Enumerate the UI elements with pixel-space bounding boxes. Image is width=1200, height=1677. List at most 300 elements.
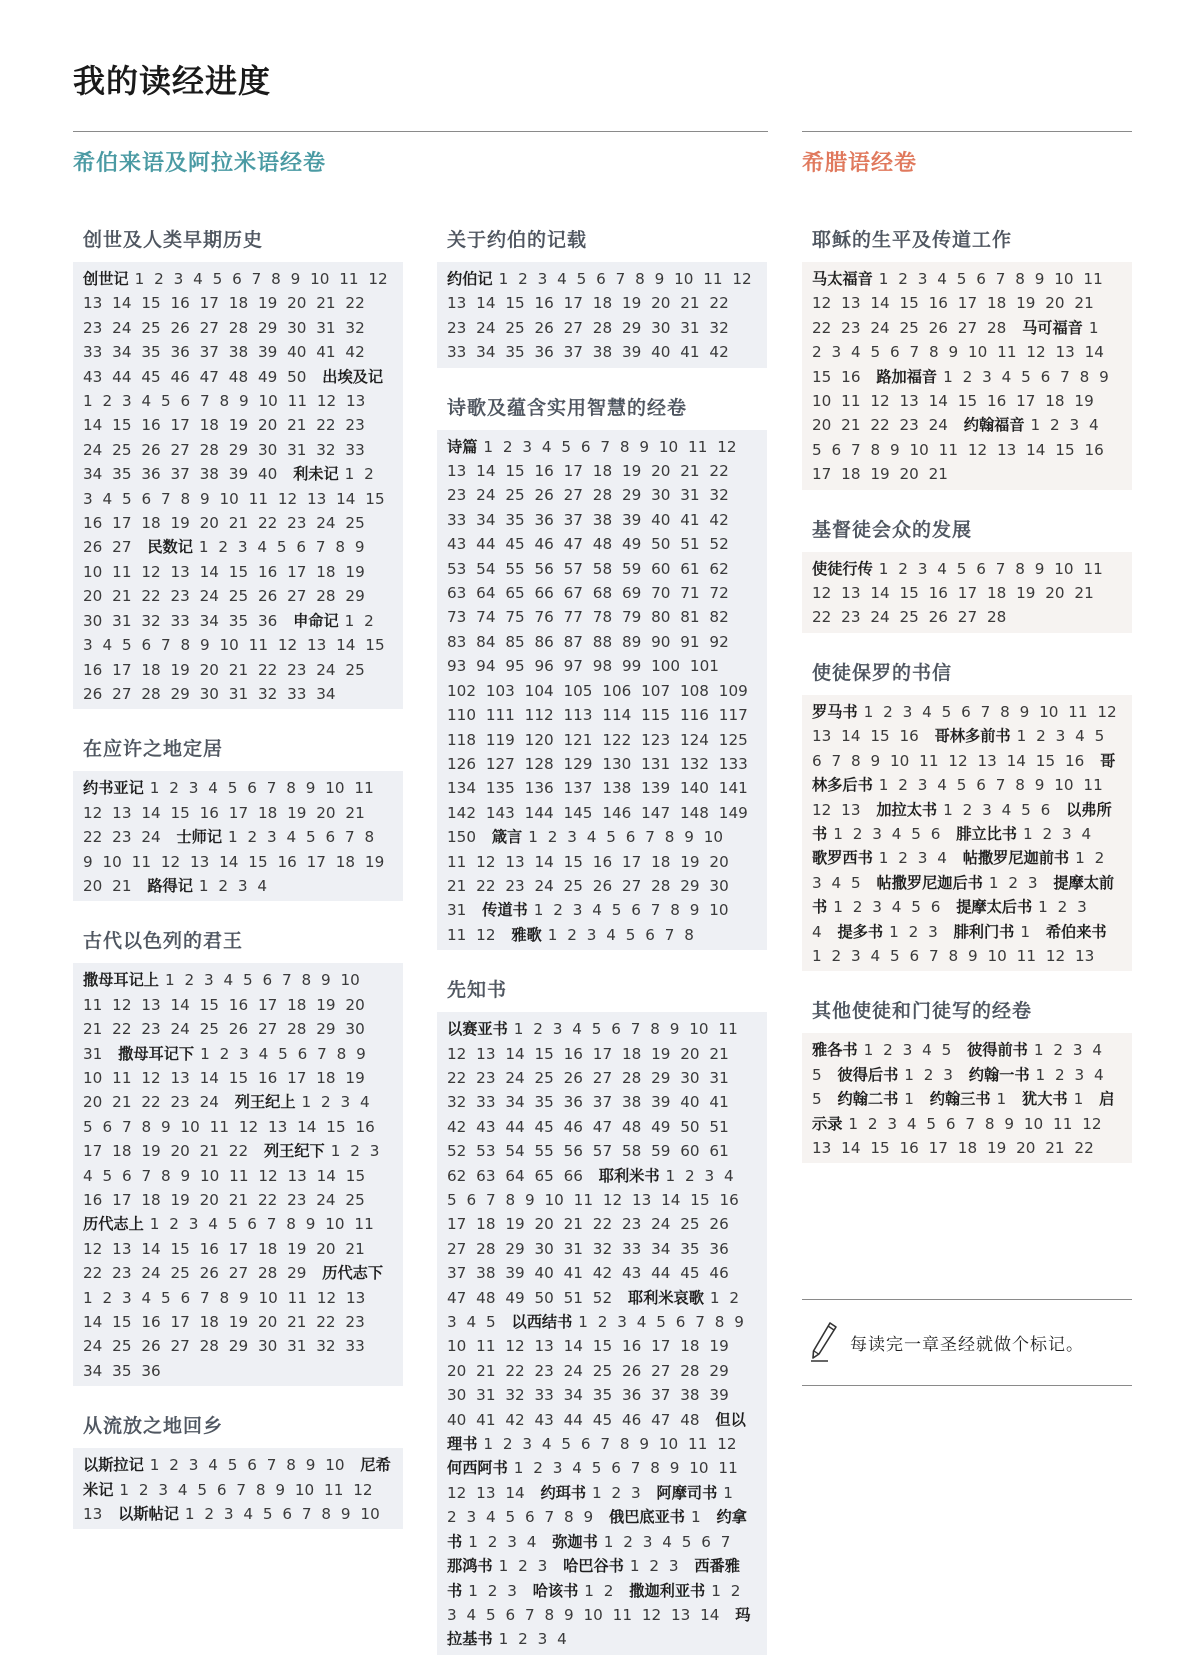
chapter-number[interactable]: 8 <box>321 1505 332 1524</box>
chapter-number[interactable]: 47 <box>651 1410 671 1429</box>
chapter-number[interactable]: 4 <box>1001 367 1012 386</box>
chapter-number[interactable]: 137 <box>563 779 593 798</box>
chapter-number[interactable]: 20 <box>287 294 307 313</box>
chapter-number[interactable]: 4 <box>812 922 822 941</box>
chapter-number[interactable]: 5 <box>941 702 952 721</box>
chapter-number[interactable]: 46 <box>170 367 190 386</box>
chapter-number[interactable]: 13 <box>812 1138 832 1157</box>
chapter-number[interactable]: 5 <box>606 828 616 847</box>
chapter-number[interactable]: 30 <box>199 684 219 703</box>
chapter-number[interactable]: 2 <box>350 1142 360 1161</box>
chapter-number[interactable]: 23 <box>287 514 307 533</box>
chapter-number[interactable]: 31 <box>680 486 700 505</box>
chapter-number[interactable]: 8 <box>664 828 675 847</box>
chapter-number[interactable]: 10 <box>200 1166 220 1185</box>
chapter-number[interactable]: 31 <box>447 901 467 920</box>
chapter-number[interactable]: 53 <box>447 559 467 578</box>
chapter-number[interactable]: 30 <box>651 318 671 337</box>
chapter-number[interactable]: 12 <box>812 294 832 313</box>
chapter-number[interactable]: 5 <box>276 538 287 557</box>
chapter-number[interactable]: 10 <box>325 1215 345 1234</box>
chapter-number[interactable]: 5 <box>812 440 822 459</box>
chapter-number[interactable]: 16 <box>928 584 948 603</box>
chapter-number[interactable]: 28 <box>476 1239 496 1258</box>
chapter-number[interactable]: 20 <box>83 587 103 606</box>
chapter-number[interactable]: 18 <box>1045 392 1065 411</box>
chapter-number[interactable]: 1 <box>878 776 889 795</box>
chapter-number[interactable]: 14 <box>336 489 356 508</box>
chapter-number[interactable]: 23 <box>505 876 525 895</box>
chapter-number[interactable]: 5 <box>227 779 238 798</box>
chapter-number[interactable]: 12 <box>602 1191 623 1209</box>
chapter-number[interactable]: 11 <box>324 1480 344 1499</box>
chapter-number[interactable]: 51 <box>709 1117 729 1136</box>
chapter-number[interactable]: 33 <box>447 510 467 529</box>
chapter-number[interactable]: 4 <box>208 1215 218 1234</box>
chapter-number[interactable]: 24 <box>870 318 890 337</box>
chapter-number[interactable]: 21 <box>199 1142 219 1161</box>
chapter-number[interactable]: 2 <box>898 270 908 288</box>
chapter-number[interactable]: 73 <box>447 608 467 627</box>
chapter-number[interactable]: 12 <box>258 1166 278 1185</box>
chapter-number[interactable]: 12 <box>476 852 496 871</box>
chapter-number[interactable]: 22 <box>1074 1138 1094 1157</box>
chapter-number[interactable]: 41 <box>476 1410 496 1429</box>
chapter-number[interactable]: 15 <box>326 1117 346 1136</box>
chapter-number[interactable]: 30 <box>447 1386 467 1405</box>
chapter-number[interactable]: 7 <box>200 392 210 411</box>
chapter-number[interactable]: 13 <box>977 751 997 770</box>
chapter-number[interactable]: 8 <box>335 538 346 557</box>
chapter-number[interactable]: 35 <box>112 1361 132 1380</box>
chapter-number[interactable]: 2 <box>923 1065 934 1084</box>
chapter-number[interactable]: 106 <box>602 681 632 700</box>
chapter-number[interactable]: 8 <box>219 392 230 411</box>
chapter-number[interactable]: 26 <box>563 1068 583 1087</box>
chapter-number[interactable]: 28 <box>680 1361 700 1380</box>
chapter-number[interactable]: 17 <box>447 1215 467 1234</box>
chapter-number[interactable]: 133 <box>718 754 748 773</box>
chapter-number[interactable]: 12 <box>447 1044 467 1063</box>
chapter-number[interactable]: 3 <box>1072 1041 1083 1060</box>
chapter-number[interactable]: 36 <box>534 510 554 529</box>
chapter-number[interactable]: 1 <box>184 1505 195 1524</box>
chapter-number[interactable]: 3 <box>188 1456 199 1475</box>
chapter-number[interactable]: 15 <box>563 852 583 871</box>
chapter-number[interactable]: 20 <box>447 1361 467 1380</box>
chapter-number[interactable]: 10 <box>689 1459 709 1478</box>
chapter-number[interactable]: 4 <box>636 1313 647 1332</box>
chapter-number[interactable]: 6 <box>645 925 655 944</box>
chapter-number[interactable]: 141 <box>718 779 748 798</box>
chapter-number[interactable]: 1 <box>483 437 494 456</box>
chapter-number[interactable]: 7 <box>544 1508 555 1527</box>
chapter-number[interactable]: 2 <box>898 559 908 578</box>
chapter-number[interactable]: 24 <box>141 828 161 847</box>
chapter-number[interactable]: 2 <box>685 1166 695 1185</box>
chapter-number[interactable]: 9 <box>275 1480 286 1499</box>
chapter-number[interactable]: 4 <box>592 901 602 920</box>
chapter-number[interactable]: 4 <box>360 1093 370 1112</box>
chapter-number[interactable]: 13 <box>631 1191 652 1209</box>
chapter-number[interactable]: 15 <box>228 562 249 581</box>
chapter-number[interactable]: 38 <box>476 1264 496 1283</box>
chapter-number[interactable]: 4 <box>193 270 203 288</box>
chapter-number[interactable]: 30 <box>709 876 729 895</box>
chapter-number[interactable]: 21 <box>563 1215 583 1234</box>
chapter-number[interactable]: 33 <box>170 611 190 630</box>
chapter-number[interactable]: 21 <box>228 514 249 533</box>
chapter-number[interactable]: 4 <box>1075 727 1085 746</box>
chapter-number[interactable]: 38 <box>228 343 249 362</box>
chapter-number[interactable]: 25 <box>680 1215 700 1234</box>
chapter-number[interactable]: 30 <box>257 440 278 459</box>
chapter-number[interactable]: 9 <box>305 1456 316 1475</box>
chapter-number[interactable]: 3 <box>631 1483 641 1502</box>
chapter-number[interactable]: 22 <box>447 1068 467 1087</box>
chapter-number[interactable]: 11 <box>1083 776 1103 795</box>
chapter-number[interactable]: 5 <box>306 828 316 847</box>
chapter-number[interactable]: 17 <box>563 462 583 481</box>
chapter-number[interactable]: 27 <box>563 318 583 337</box>
chapter-number[interactable]: 11 <box>718 1020 738 1039</box>
chapter-number[interactable]: 22 <box>257 1191 278 1209</box>
chapter-number[interactable]: 46 <box>534 535 554 554</box>
chapter-number[interactable]: 44 <box>112 367 132 386</box>
chapter-number[interactable]: 3 <box>642 1532 653 1551</box>
chapter-number[interactable]: 35 <box>112 465 132 484</box>
chapter-number[interactable]: 46 <box>621 1410 642 1429</box>
chapter-number[interactable]: 17 <box>112 514 132 533</box>
chapter-number[interactable]: 17 <box>170 1313 190 1332</box>
chapter-number[interactable]: 8 <box>714 1313 725 1332</box>
chapter-number[interactable]: 14 <box>505 1483 525 1502</box>
chapter-number[interactable]: 87 <box>563 632 583 651</box>
chapter-number[interactable]: 14 <box>841 1138 861 1157</box>
chapter-number[interactable]: 55 <box>505 559 525 578</box>
chapter-number[interactable]: 5 <box>486 1605 496 1624</box>
chapter-number[interactable]: 21 <box>345 803 365 822</box>
chapter-number[interactable]: 12 <box>505 1337 525 1356</box>
chapter-number[interactable]: 39 <box>651 1093 671 1112</box>
chapter-number[interactable]: 35 <box>534 1093 554 1112</box>
chapter-number[interactable]: 5 <box>122 489 132 508</box>
chapter-number[interactable]: 29 <box>621 318 642 337</box>
chapter-number[interactable]: 3 <box>1069 416 1080 435</box>
chapter-number[interactable]: 108 <box>679 681 709 700</box>
chapter-number[interactable]: 99 <box>621 657 642 676</box>
chapter-number[interactable]: 24 <box>534 876 554 895</box>
chapter-number[interactable]: 3 <box>83 636 93 655</box>
chapter-number[interactable]: 4 <box>906 1114 917 1133</box>
chapter-number[interactable]: 5 <box>926 1114 937 1133</box>
chapter-number[interactable]: 5 <box>656 1313 666 1332</box>
chapter-number[interactable]: 9 <box>83 852 93 871</box>
chapter-number[interactable]: 4 <box>1081 824 1092 843</box>
chapter-number[interactable]: 10 <box>310 270 330 288</box>
chapter-number[interactable]: 8 <box>271 270 281 288</box>
chapter-number[interactable]: 19 <box>141 1142 161 1161</box>
chapter-number[interactable]: 43 <box>534 1410 554 1429</box>
chapter-number[interactable]: 2 <box>518 270 528 288</box>
chapter-number[interactable]: 8 <box>1015 559 1025 578</box>
chapter-number[interactable]: 19 <box>170 660 190 679</box>
chapter-number[interactable]: 15 <box>345 1166 366 1185</box>
chapter-number[interactable]: 5 <box>956 776 967 795</box>
chapter-number[interactable]: 9 <box>180 1166 191 1185</box>
chapter-number[interactable]: 10 <box>83 562 103 581</box>
chapter-number[interactable]: 118 <box>447 730 476 749</box>
chapter-number[interactable]: 131 <box>641 754 671 773</box>
chapter-number[interactable]: 2 <box>169 779 179 798</box>
chapter-number[interactable]: 11 <box>209 1117 229 1136</box>
chapter-number[interactable]: 1 <box>198 538 209 557</box>
chapter-number[interactable]: 2 <box>908 922 919 941</box>
chapter-number[interactable]: 7 <box>345 828 355 847</box>
chapter-number[interactable]: 3 <box>1027 873 1038 892</box>
chapter-number[interactable]: 51 <box>680 535 700 554</box>
chapter-number[interactable]: 64 <box>505 1166 525 1185</box>
chapter-number[interactable]: 6 <box>701 1532 711 1551</box>
chapter-number[interactable]: 40 <box>651 510 671 529</box>
chapter-number[interactable]: 35 <box>141 343 161 362</box>
chapter-number[interactable]: 9 <box>161 1117 171 1136</box>
chapter-number[interactable]: 19 <box>228 1313 249 1332</box>
chapter-number[interactable]: 5 <box>161 392 171 411</box>
chapter-number[interactable]: 19 <box>287 1239 307 1258</box>
chapter-number[interactable]: 16 <box>986 392 1007 411</box>
chapter-number[interactable]: 13 <box>345 392 366 411</box>
chapter-number[interactable]: 94 <box>476 657 496 676</box>
chapter-number[interactable]: 7 <box>980 702 991 721</box>
chapter-number[interactable]: 15 <box>870 727 890 746</box>
chapter-number[interactable]: 18 <box>651 852 671 871</box>
chapter-number[interactable]: 2 <box>729 1288 740 1307</box>
chapter-number[interactable]: 10 <box>658 437 679 456</box>
chapter-number[interactable]: 10 <box>689 1020 709 1039</box>
chapter-number[interactable]: 21 <box>841 416 861 435</box>
chapter-number[interactable]: 29 <box>345 587 365 606</box>
chapter-number[interactable]: 33 <box>447 343 467 362</box>
chapter-number[interactable]: 15 <box>690 1191 710 1209</box>
chapter-number[interactable]: 37 <box>170 465 190 484</box>
chapter-number[interactable]: 15 <box>228 1068 249 1087</box>
chapter-number[interactable]: 32 <box>505 1386 525 1405</box>
chapter-number[interactable]: 11 <box>841 392 861 411</box>
chapter-number[interactable]: 4 <box>922 1041 932 1060</box>
chapter-number[interactable]: 3 <box>812 873 822 892</box>
chapter-number[interactable]: 16 <box>899 727 919 746</box>
chapter-number[interactable]: 27 <box>112 538 132 557</box>
chapter-number[interactable]: 30 <box>345 1020 365 1039</box>
chapter-number[interactable]: 10 <box>674 270 694 288</box>
chapter-number[interactable]: 144 <box>524 803 554 822</box>
chapter-number[interactable]: 1 <box>1022 824 1033 843</box>
chapter-number[interactable]: 9 <box>669 1459 680 1478</box>
chapter-number[interactable]: 14 <box>700 1605 720 1624</box>
chapter-number[interactable]: 19 <box>228 416 249 435</box>
chapter-number[interactable]: 12 <box>732 270 752 288</box>
chapter-number[interactable]: 39 <box>257 343 278 362</box>
chapter-number[interactable]: 66 <box>563 1166 583 1185</box>
chapter-number[interactable]: 33 <box>476 1093 496 1112</box>
chapter-number[interactable]: 3 <box>239 1044 249 1063</box>
chapter-number[interactable]: 28 <box>199 1337 219 1356</box>
chapter-number[interactable]: 25 <box>899 318 919 337</box>
chapter-number[interactable]: 114 <box>602 706 632 725</box>
chapter-number[interactable]: 29 <box>257 318 278 337</box>
chapter-number[interactable]: 47 <box>199 367 219 386</box>
chapter-number[interactable]: 7 <box>317 1044 327 1063</box>
chapter-number[interactable]: 125 <box>718 730 748 749</box>
chapter-number[interactable]: 1 <box>344 465 355 484</box>
chapter-number[interactable]: 40 <box>447 1410 467 1429</box>
chapter-number[interactable]: 26 <box>534 486 554 505</box>
chapter-number[interactable]: 2 <box>962 800 973 819</box>
chapter-number[interactable]: 8 <box>650 1020 660 1039</box>
chapter-number[interactable]: 4 <box>1092 1041 1102 1060</box>
chapter-number[interactable]: 56 <box>563 1142 583 1161</box>
chapter-number[interactable]: 44 <box>476 535 496 554</box>
chapter-number[interactable]: 6 <box>141 636 152 655</box>
chapter-number[interactable]: 27 <box>592 1068 613 1087</box>
chapter-number[interactable]: 66 <box>534 584 554 603</box>
chapter-number[interactable]: 6 <box>890 343 900 362</box>
chapter-number[interactable]: 4 <box>1094 1065 1104 1084</box>
chapter-number[interactable]: 56 <box>534 559 554 578</box>
chapter-number[interactable]: 49 <box>651 1117 671 1136</box>
chapter-number[interactable]: 45 <box>141 367 161 386</box>
chapter-number[interactable]: 2 <box>898 776 908 795</box>
chapter-number[interactable]: 3 <box>1077 898 1087 917</box>
chapter-number[interactable]: 2 <box>553 901 563 920</box>
chapter-number[interactable]: 25 <box>899 608 919 627</box>
chapter-number[interactable]: 28 <box>651 876 671 895</box>
chapter-number[interactable]: 2 <box>502 437 513 456</box>
chapter-number[interactable]: 9 <box>1034 270 1045 288</box>
chapter-number[interactable]: 12 <box>812 584 832 603</box>
chapter-number[interactable]: 24 <box>870 608 890 627</box>
chapter-number[interactable]: 149 <box>718 803 748 822</box>
chapter-number[interactable]: 11 <box>112 562 132 581</box>
chapter-number[interactable]: 8 <box>286 779 296 798</box>
chapter-number[interactable]: 4 <box>937 559 947 578</box>
chapter-number[interactable]: 3 <box>552 1020 563 1039</box>
chapter-number[interactable]: 52 <box>709 535 729 554</box>
chapter-number[interactable]: 14 <box>83 1313 103 1332</box>
chapter-number[interactable]: 1 <box>547 925 558 944</box>
chapter-number[interactable]: 63 <box>447 584 467 603</box>
chapter-number[interactable]: 25 <box>345 660 365 679</box>
chapter-number[interactable]: 3 <box>1055 727 1066 746</box>
chapter-number[interactable]: 96 <box>534 657 554 676</box>
chapter-number[interactable]: 88 <box>592 632 613 651</box>
chapter-number[interactable]: 2 <box>597 1313 608 1332</box>
chapter-number[interactable]: 3 <box>537 270 548 288</box>
chapter-number[interactable]: 6 <box>976 270 986 288</box>
chapter-number[interactable]: 121 <box>563 730 593 749</box>
chapter-number[interactable]: 3 <box>943 1065 953 1084</box>
chapter-number[interactable]: 9 <box>239 1288 249 1307</box>
chapter-number[interactable]: 2 <box>169 1215 179 1234</box>
chapter-number[interactable]: 5 <box>486 1313 496 1332</box>
chapter-number[interactable]: 6 <box>1040 367 1051 386</box>
chapter-number[interactable]: 6 <box>930 824 941 843</box>
chapter-number[interactable]: 21 <box>476 1361 496 1380</box>
chapter-number[interactable]: 3 <box>887 1114 898 1133</box>
chapter-number[interactable]: 36 <box>563 1093 583 1112</box>
chapter-number[interactable]: 14 <box>83 416 103 435</box>
chapter-number[interactable]: 4 <box>526 1532 537 1551</box>
chapter-number[interactable]: 12 <box>316 392 337 411</box>
chapter-number[interactable]: 10 <box>709 901 729 920</box>
chapter-number[interactable]: 5 <box>911 824 921 843</box>
chapter-number[interactable]: 6 <box>297 1044 308 1063</box>
chapter-number[interactable]: 7 <box>645 828 655 847</box>
chapter-number[interactable]: 35 <box>592 1386 613 1405</box>
chapter-number[interactable]: 5 <box>212 270 223 288</box>
chapter-number[interactable]: 2 <box>962 367 973 386</box>
chapter-number[interactable]: 3 <box>872 898 882 917</box>
chapter-number[interactable]: 148 <box>679 803 709 822</box>
chapter-number[interactable]: 19 <box>505 1215 525 1234</box>
chapter-number[interactable]: 4 <box>243 1505 254 1524</box>
chapter-number[interactable]: 17 <box>257 995 278 1014</box>
chapter-number[interactable]: 25 <box>563 876 583 895</box>
chapter-number[interactable]: 12 <box>641 1605 662 1624</box>
chapter-number[interactable]: 129 <box>563 754 593 773</box>
chapter-number[interactable]: 1 <box>904 1065 914 1084</box>
chapter-number[interactable]: 20 <box>651 462 671 481</box>
chapter-number[interactable]: 29 <box>680 876 700 895</box>
chapter-number[interactable]: 4 <box>208 1456 218 1475</box>
chapter-number[interactable]: 20 <box>345 995 365 1014</box>
chapter-number[interactable]: 3 <box>668 1557 679 1576</box>
chapter-number[interactable]: 9 <box>354 538 365 557</box>
chapter-number[interactable]: 59 <box>621 559 642 578</box>
chapter-number[interactable]: 8 <box>141 1117 152 1136</box>
chapter-number[interactable]: 5 <box>625 925 636 944</box>
chapter-number[interactable]: 76 <box>534 608 554 627</box>
chapter-number[interactable]: 6 <box>596 270 606 288</box>
chapter-number[interactable]: 1 <box>833 898 843 917</box>
chapter-number[interactable]: 1 <box>1030 416 1041 435</box>
chapter-number[interactable]: 19 <box>345 1068 365 1087</box>
chapter-number[interactable]: 20 <box>899 465 919 484</box>
chapter-number[interactable]: 29 <box>228 440 249 459</box>
chapter-number[interactable]: 1 <box>629 1557 640 1576</box>
chapter-number[interactable]: 17 <box>199 294 219 313</box>
chapter-number[interactable]: 12 <box>112 995 132 1014</box>
chapter-number[interactable]: 1 <box>164 971 175 990</box>
chapter-number[interactable]: 60 <box>680 1142 700 1161</box>
chapter-number[interactable]: 13 <box>267 1117 288 1136</box>
chapter-number[interactable]: 98 <box>592 657 613 676</box>
chapter-number[interactable]: 13 <box>83 294 103 313</box>
chapter-number[interactable]: 13 <box>505 852 525 871</box>
chapter-number[interactable]: 25 <box>505 318 525 337</box>
chapter-number[interactable]: 8 <box>635 270 645 288</box>
chapter-number[interactable]: 90 <box>651 632 671 651</box>
chapter-number[interactable]: 9 <box>356 1044 366 1063</box>
chapter-number[interactable]: 17 <box>1016 392 1036 411</box>
chapter-number[interactable]: 41 <box>709 1093 729 1112</box>
chapter-number[interactable]: 18 <box>476 1215 496 1234</box>
chapter-number[interactable]: 46 <box>709 1264 729 1283</box>
chapter-number[interactable]: 17 <box>228 803 249 822</box>
chapter-number[interactable]: 26 <box>199 1264 219 1283</box>
chapter-number[interactable]: 84 <box>476 632 496 651</box>
